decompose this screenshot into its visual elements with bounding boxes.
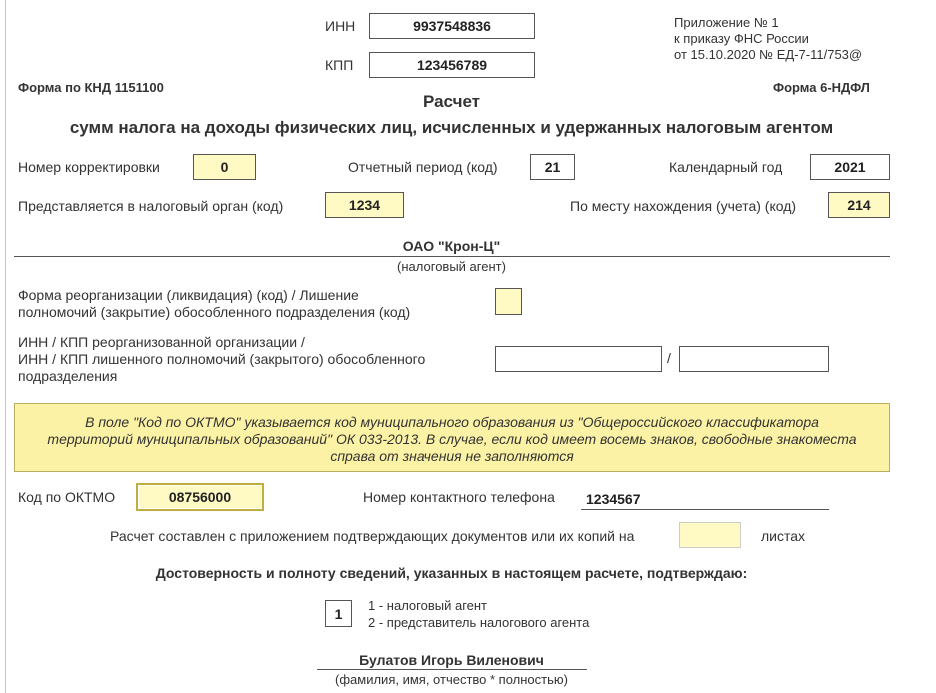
agent-name[interactable]: ОАО "Крон-Ц": [402, 238, 501, 254]
reorg-separator: /: [667, 350, 671, 366]
reorg-form-label-line-1: Форма реорганизации (ликвидация) (код) / Лишение: [18, 287, 359, 303]
agent-caption: (налоговый агент): [397, 259, 506, 274]
knd-form-code: Форма по КНД 1151100: [18, 80, 164, 95]
agent-underline: [14, 256, 890, 257]
attachments-suffix: листах: [761, 528, 806, 544]
kpp-label: КПП: [325, 57, 354, 73]
signer-underline: [317, 669, 587, 670]
page-title: Расчет: [422, 92, 480, 111]
reorg-kpp-field[interactable]: [679, 346, 829, 372]
phone-label: Номер контактного телефона: [363, 489, 555, 505]
confirm-option-2: 2 - представитель налогового агента: [368, 615, 590, 630]
period-label: Отчетный период (код): [348, 159, 498, 175]
inn-label: ИНН: [325, 18, 356, 34]
oktmo-info-note: [14, 403, 890, 472]
phone-field[interactable]: 1234567: [586, 491, 641, 507]
signer-caption: (фамилия, имя, отчество * полностью): [335, 672, 568, 687]
signer-name[interactable]: Булатов Игорь Виленович: [359, 652, 544, 668]
note-line-2: территорий муниципальных образований" ОК 033-2013. В случае, если код имеет восемь знаков, свободные знакоместа: [47, 431, 857, 447]
note-line-3: справа от значения не заполняются: [330, 448, 574, 464]
appendix-line-1: Приложение № 1: [674, 15, 779, 30]
page-subtitle: сумм налога на доходы физических лиц, исчисленных и удержанных налоговым агентом: [69, 118, 834, 137]
tax-authority-field[interactable]: 1234: [325, 192, 404, 218]
confirm-option-1: 1 - налоговый агент: [368, 598, 488, 613]
period-field[interactable]: 21: [530, 154, 575, 180]
tax-authority-label: Представляется в налоговый орган (код): [18, 198, 284, 214]
reorg-inn-kpp-label-line-3: подразделения: [18, 368, 118, 384]
location-label: По месту нахождения (учета) (код): [570, 198, 797, 214]
appendix-reference: [674, 15, 862, 63]
location-field[interactable]: 214: [828, 192, 890, 218]
reorg-inn-kpp-label-line-1: ИНН / КПП реорганизованной организации /: [18, 334, 305, 350]
reorg-form-label: [18, 287, 410, 321]
reorg-inn-field[interactable]: [495, 346, 662, 372]
attachments-label: Расчет составлен с приложением подтверждающих документов или их копий на: [110, 528, 635, 544]
correction-field[interactable]: 0: [193, 154, 256, 180]
kpp-field[interactable]: 123456789: [369, 52, 535, 78]
confirm-heading: Достоверность и полноту сведений, указанных в настоящем расчете, подтверждаю:: [155, 565, 748, 581]
form-name: Форма 6-НДФЛ: [773, 80, 870, 95]
confirm-code-field[interactable]: 1: [325, 600, 352, 627]
reorg-form-label-line-2: полномочий (закрытие) обособленного подразделения (код): [18, 304, 411, 320]
appendix-line-2: к приказу ФНС России: [674, 31, 809, 46]
reorg-inn-kpp-label-line-2: ИНН / КПП лишенного полномочий (закрытого) обособленного: [18, 351, 426, 367]
year-field[interactable]: 2021: [810, 154, 890, 180]
reorg-form-field[interactable]: [495, 288, 522, 315]
appendix-line-3: от 15.10.2020 № ЕД-7-11/753@: [674, 47, 863, 62]
oktmo-label: Код по ОКТМО: [18, 489, 116, 505]
note-line-1: В поле "Код по ОКТМО" указывается код муниципального образования из "Общероссийского классификатора: [85, 414, 819, 430]
inn-field[interactable]: 9937548836: [369, 13, 535, 39]
oktmo-field[interactable]: 08756000: [136, 483, 264, 511]
attachments-field[interactable]: [679, 522, 741, 548]
confirm-options: [368, 597, 589, 631]
reorg-inn-kpp-label: [18, 334, 425, 385]
correction-label: Номер корректировки: [18, 159, 160, 175]
year-label: Календарный год: [669, 159, 783, 175]
phone-underline: [581, 509, 829, 510]
